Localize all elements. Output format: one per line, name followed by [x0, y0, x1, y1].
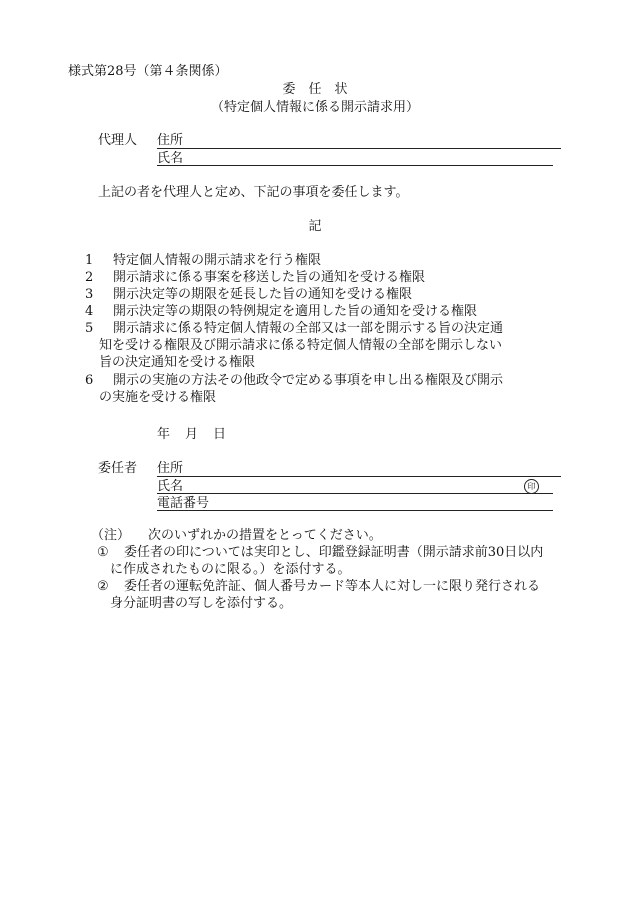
date-year: 年	[157, 427, 171, 442]
item-number: 1	[85, 253, 94, 268]
delegator-phone-label: 電話番号	[157, 496, 210, 511]
agent-address-line[interactable]	[157, 148, 561, 149]
delegation-statement: 上記の者を代理人と定め、下記の事項を委任します。	[98, 185, 409, 200]
item-text: 開示請求に係る特定個人情報の全部又は一部を開示する旨の決定通	[113, 321, 504, 336]
item-number: 4	[85, 304, 94, 319]
ki-heading: 記	[308, 219, 322, 234]
notes-label: （注）	[91, 528, 131, 543]
agent-label: 代理人	[98, 133, 138, 148]
seal-mark: 印	[524, 479, 539, 494]
delegator-name-line[interactable]	[157, 493, 553, 494]
notes-intro: 次のいずれかの措置をとってください。	[148, 528, 382, 543]
note-mark: ①	[97, 545, 109, 560]
item-number: 2	[85, 270, 94, 285]
note-text: 委任者の印については実印とし、印鑑登録証明書（開示請求前30日以内	[124, 545, 544, 560]
note-mark: ②	[97, 579, 109, 594]
delegator-address-label: 住所	[157, 461, 184, 476]
item-number: 6	[85, 373, 94, 388]
item-text: 開示請求に係る事案を移送した旨の通知を受ける権限	[113, 270, 426, 285]
date-day: 日	[213, 427, 227, 442]
item-number: 5	[85, 321, 94, 336]
note-text: 身分証明書の写しを添付する。	[110, 596, 293, 611]
document-subtitle: （特定個人情報に係る開示請求用）	[210, 100, 419, 115]
delegator-address-line[interactable]	[157, 476, 561, 477]
item-text: 知を受ける権限及び開示請求に係る特定個人情報の全部を開示しない	[99, 338, 503, 353]
item-text: 開示決定等の期限を延長した旨の通知を受ける権限	[113, 287, 413, 302]
item-text: 特定個人情報の開示請求を行う権限	[113, 253, 322, 268]
document-title: 委 任 状	[282, 82, 348, 97]
item-number: 3	[85, 287, 94, 302]
delegator-phone-line[interactable]	[157, 510, 553, 511]
item-text: 開示の実施の方法その他政令で定める事項を申し出る権限及び開示	[113, 373, 504, 388]
agent-name-label: 氏名	[157, 151, 184, 166]
note-text: に作成されたものに限る。）を添付する。	[110, 562, 351, 577]
item-text: の実施を受ける権限	[99, 390, 217, 405]
agent-name-line[interactable]	[157, 165, 553, 166]
date-month: 月	[185, 427, 199, 442]
item-text: 開示決定等の期限の特例規定を適用した旨の通知を受ける権限	[113, 304, 478, 319]
item-text: 旨の決定通知を受ける権限	[99, 355, 256, 370]
delegator-name-label: 氏名	[157, 479, 184, 494]
delegator-label: 委任者	[98, 461, 138, 476]
note-text: 委任者の運転免許証、個人番号カード等本人に対し一に限り発行される	[124, 579, 541, 594]
form-number: 様式第28号（第４条関係）	[68, 64, 228, 79]
agent-address-label: 住所	[157, 133, 184, 148]
